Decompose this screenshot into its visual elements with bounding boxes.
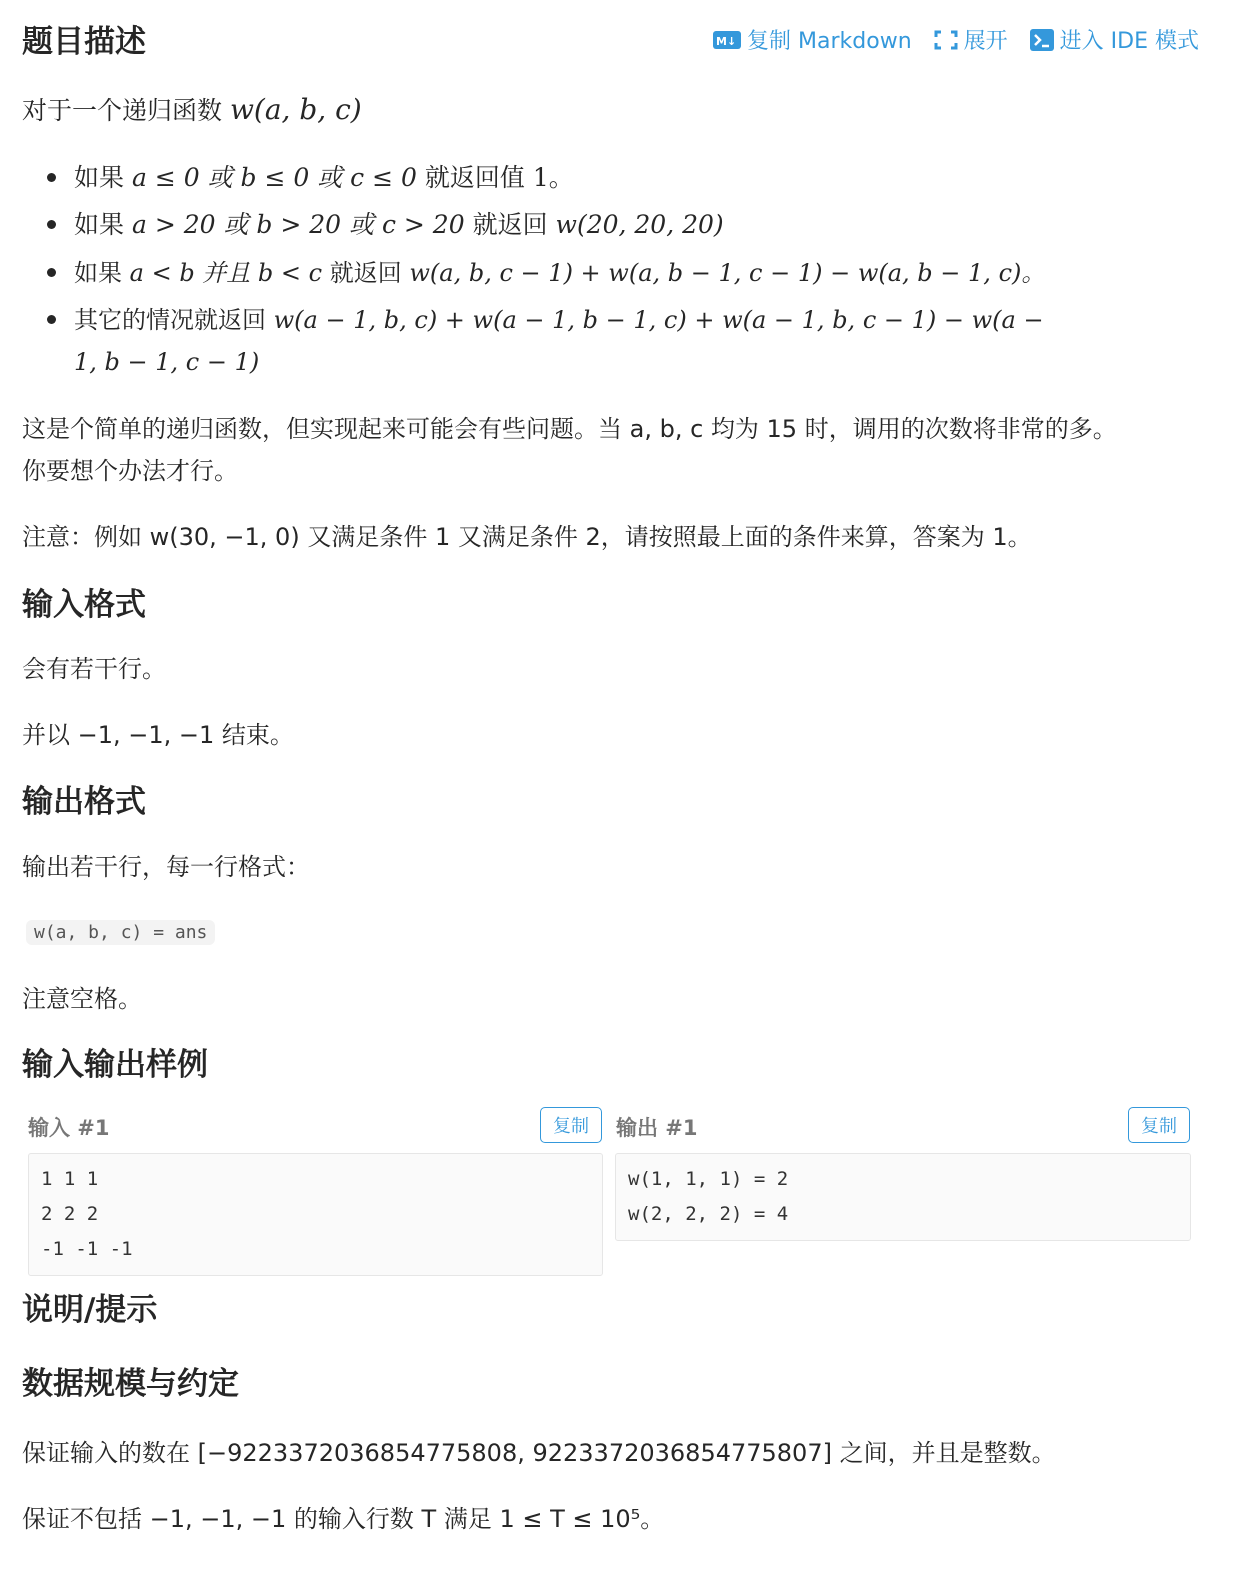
rule-suffix: 就返回 — [472, 210, 548, 239]
rule-3 — [74, 255, 1045, 291]
rule-2 — [74, 207, 724, 243]
complexity-paragraph-line-2: 你要想个办法才行。 — [22, 457, 238, 485]
input-format-heading: 输入格式 — [22, 587, 146, 623]
rule-suffix: 就返回值 — [424, 163, 525, 192]
input-format-line-1: 会有若干行。 — [22, 655, 166, 683]
expand-button[interactable] — [934, 24, 1008, 55]
markdown-icon — [713, 31, 741, 49]
output-format-heading: 输出格式 — [22, 784, 146, 820]
bullet — [47, 220, 56, 229]
output-format-line-1: 输出若干行，每一行格式： — [22, 853, 310, 881]
bullet — [47, 173, 56, 182]
intro-line — [22, 92, 362, 129]
rule-math: a > 20 或 b > 20 或 c > 20 — [131, 210, 465, 239]
rule-suffix: 就返回 — [329, 259, 402, 287]
expand-label: 展开 — [963, 29, 1008, 54]
bullet — [47, 315, 56, 324]
copy-markdown-label: 复制 Markdown — [747, 29, 912, 54]
hint-line-2: 保证不包括 −1, −1, −1 的输入行数 T 满足 1 ≤ T ≤ 10⁵。 — [22, 1505, 665, 1533]
terminal-icon — [1030, 29, 1054, 51]
output-format-line-2: 注意空格。 — [22, 985, 142, 1013]
rule-4 — [74, 302, 1044, 338]
copy-input-button[interactable]: 复制 — [540, 1107, 602, 1143]
bullet — [47, 268, 56, 277]
rule-value: 1。 — [532, 163, 574, 192]
code-line: -1 -1 -1 — [41, 1238, 133, 1260]
rule-value: w(20, 20, 20) — [555, 210, 724, 239]
input-format-line-2: 并以 −1, −1, −1 结束。 — [22, 721, 294, 749]
sample-output-title: 输出 #1 — [616, 1116, 698, 1140]
code-line: w(2, 2, 2) = 4 — [628, 1203, 789, 1225]
rule-math: a ≤ 0 或 b ≤ 0 或 c ≤ 0 — [131, 163, 417, 192]
note-paragraph: 注意：例如 w(30, −1, 0) 又满足条件 1 又满足条件 2，请按照最上面的条件来算，答案为 1。 — [22, 523, 1032, 551]
ide-mode-label: 进入 IDE 模式 — [1059, 29, 1199, 54]
hint-line-1: 保证输入的数在 [−9223372036854775808, 9223372036854775807] 之间，并且是整数。 — [22, 1439, 1056, 1467]
rule-math: w(a − 1, b, c) + w(a − 1, b − 1, c) + w(a − 1, b, c − 1) − w(a − — [273, 306, 1044, 334]
toolbar — [713, 24, 1199, 55]
sample-input-code — [28, 1153, 603, 1276]
intro-text: 对于一个递归函数 — [22, 96, 223, 125]
samples-heading: 输入输出样例 — [22, 1047, 208, 1083]
rule-math: a < b 并且 b < c — [129, 259, 323, 287]
code-line: 1 1 1 — [41, 1168, 99, 1190]
output-format-code: w(a, b, c) = ans — [26, 920, 215, 945]
rule-prefix: 如果 — [74, 163, 125, 192]
rule-value: w(a, b, c − 1) + w(a, b − 1, c − 1) − w(a, b − 1, c)。 — [409, 259, 1046, 287]
code-line: 2 2 2 — [41, 1203, 99, 1225]
intro-math: w(a, b, c) — [229, 93, 362, 126]
rule-prefix: 如果 — [74, 210, 125, 239]
ide-mode-button[interactable] — [1030, 24, 1199, 55]
copy-output-button[interactable]: 复制 — [1128, 1107, 1190, 1143]
description-heading: 题目描述 — [22, 24, 146, 60]
rule-4-continuation: 1, b − 1, c − 1) — [74, 348, 260, 376]
sample-output-code — [615, 1153, 1191, 1241]
rule-1 — [74, 160, 574, 196]
complexity-paragraph-line-1: 这是个简单的递归函数，但实现起来可能会有些问题。当 a, b, c 均为 15 时，调用的次数将非常的多。 — [22, 415, 1117, 443]
copy-markdown-button[interactable] — [713, 24, 912, 55]
expand-icon — [934, 30, 958, 50]
rule-prefix: 其它的情况就返回 — [74, 306, 266, 334]
hint-heading: 说明/提示 — [22, 1292, 158, 1328]
code-line: w(1, 1, 1) = 2 — [628, 1168, 789, 1190]
svg-text:M↓: M↓ — [716, 34, 737, 48]
hint-subheading: 数据规模与约定 — [22, 1366, 239, 1402]
rule-prefix: 如果 — [74, 259, 122, 287]
sample-input-title: 输入 #1 — [28, 1116, 110, 1140]
